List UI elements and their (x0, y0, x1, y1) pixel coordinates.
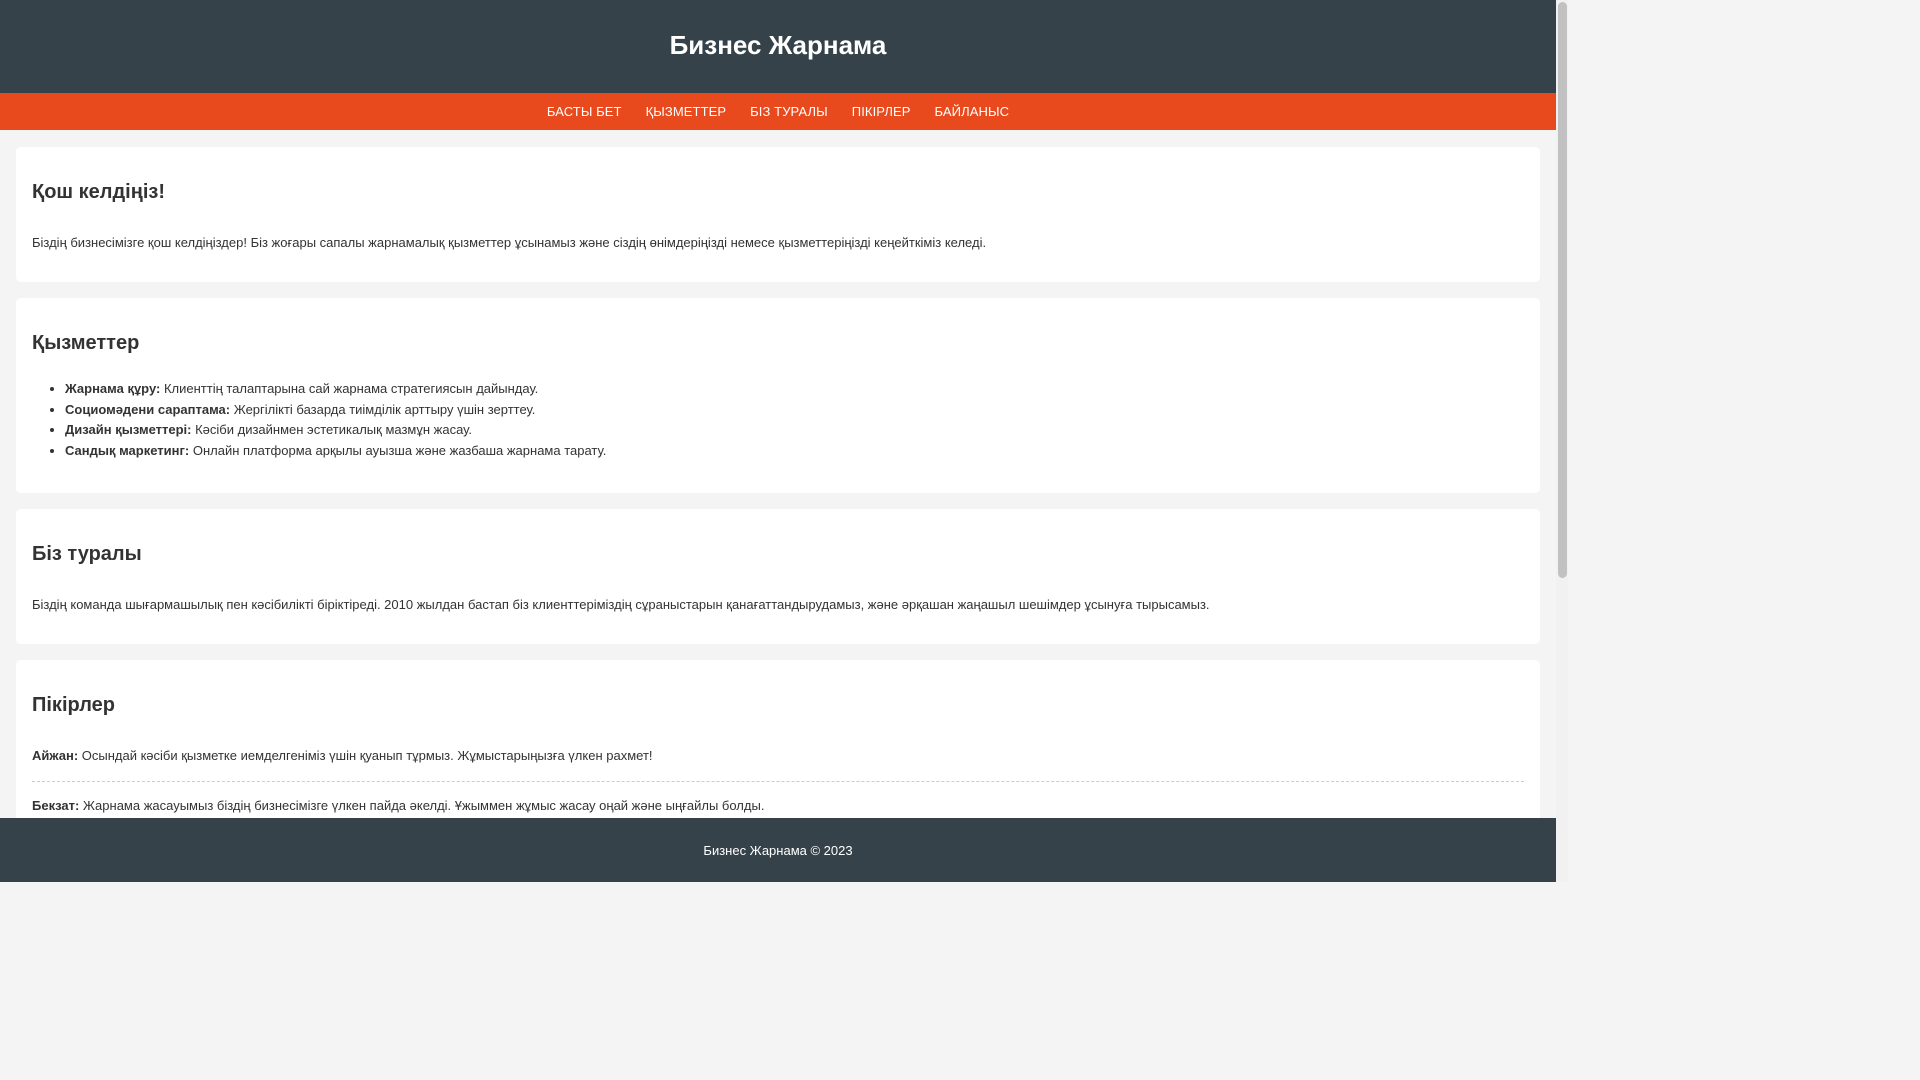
service-name: Социомәдени сараптама: (65, 401, 231, 417)
testimonial-item (32, 747, 1524, 765)
service-name: Дизайн қызметтері: (65, 422, 192, 438)
about-section (16, 509, 1540, 644)
page-scrollbar[interactable] (1556, 0, 1568, 882)
services-section (16, 298, 1540, 493)
services-title: Қызметтер (32, 332, 140, 354)
testimonial-text: Осындай кәсіби қызметке иемделгеніміз үшін қуанып тұрмыз. Жұмыстарыңызға үлкен рахмет! (78, 747, 653, 763)
main-content (0, 130, 1556, 845)
site-footer (0, 818, 1556, 882)
welcome-text: Біздің бизнесімізге қош келдіңіздер! Біз жоғары сапалы жарнамалық қызметтер ұсынамыз және сіздің өнімдеріңізді немесе қызметтеріңізді кеңейткіміз келеді. (32, 235, 987, 250)
service-desc: Клиенттің талаптарына сай жарнама стратегиясын дайындау. (160, 381, 539, 396)
service-item (65, 400, 1524, 421)
testimonial-author: Бекзат: (32, 797, 80, 813)
nav-services[interactable]: ҚЫЗМЕТТЕР (645, 104, 727, 119)
service-desc: Кәсіби дизайнмен эстетикалық мазмұн жасау. (191, 422, 472, 438)
welcome-title: Қош келдіңіз! (32, 181, 165, 203)
service-desc: Жергілікті базарда тиімділік арттыру үшін зерттеу. (230, 401, 536, 417)
service-desc: Онлайн платформа арқылы ауызша және жазбаша жарнама тарату. (189, 443, 607, 459)
service-item (65, 420, 1524, 441)
main-nav (0, 93, 1556, 130)
services-list (32, 379, 1524, 462)
welcome-section (16, 147, 1540, 282)
nav-about[interactable]: БІЗ ТУРАЛЫ (750, 104, 828, 119)
service-name: Жарнама құру: (65, 381, 161, 396)
service-item (65, 441, 1524, 462)
service-name: Сандық маркетинг: (65, 443, 190, 459)
site-header (0, 0, 1556, 93)
nav-home[interactable]: БАСТЫ БЕТ (546, 104, 622, 119)
service-item (65, 379, 1524, 400)
nav-contact[interactable]: БАЙЛАНЫС (934, 104, 1010, 119)
testimonial-author: Айжан: (32, 747, 79, 763)
scrollbar-thumb[interactable] (1558, 2, 1567, 578)
testimonials-title: Пікірлер (32, 693, 115, 716)
about-title: Біз туралы (32, 542, 142, 565)
site-title: Бизнес Жарнама (669, 30, 887, 60)
nav-testimonials[interactable]: ПІКІРЛЕР (851, 104, 911, 119)
testimonial-divider (32, 781, 1524, 782)
testimonial-item (32, 797, 1524, 815)
footer-copyright: Бизнес Жарнама © 2023 (703, 842, 853, 858)
testimonial-text: Жарнама жасауымыз біздің бизнесімізге үлкен пайда әкелді. Ұжыммен жұмыс жасау оңай және ыңғайлы болды. (79, 797, 765, 813)
about-text: Біздің команда шығармашылық пен кәсібилікті біріктіреді. 2010 жылдан бастап біз клиенттеріміздің сұраныстарын қанағаттандырудамыз, және әрқашан жаңашыл шешімдер ұсынуға тырысамыз. (32, 596, 1210, 612)
